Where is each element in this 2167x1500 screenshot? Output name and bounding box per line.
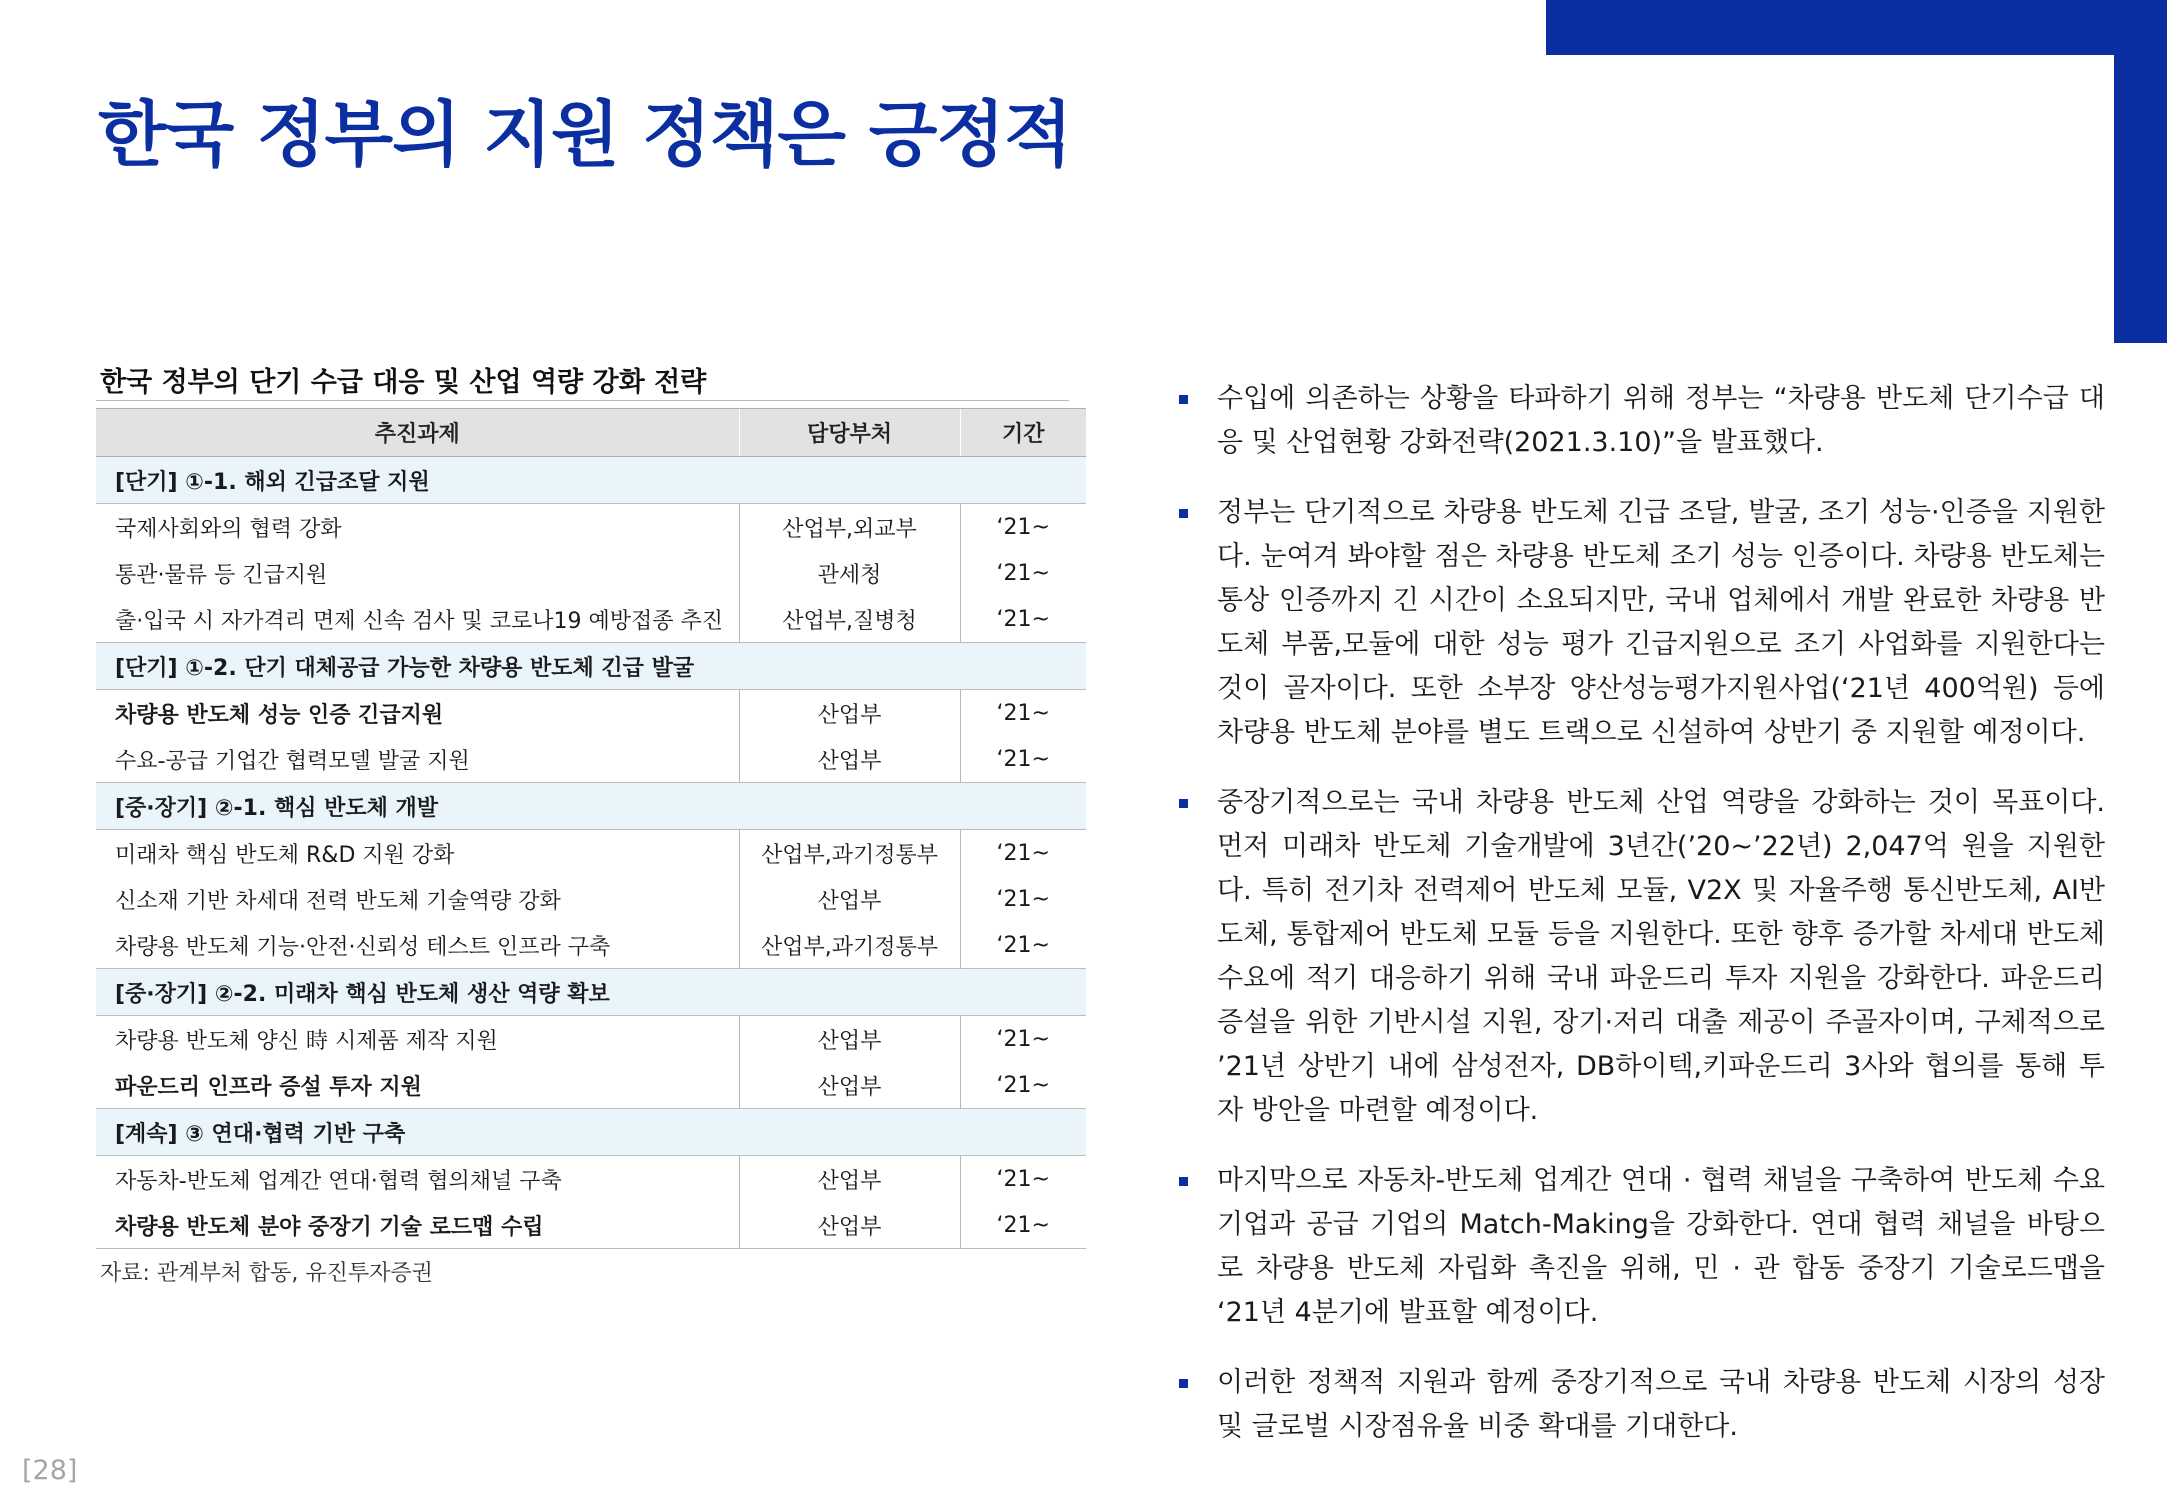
bullet-item [1177,491,2105,755]
table-title: 한국 정부의 단기 수급 대응 및 산업 역량 강화 전략 [100,367,707,398]
dept-cell: 산업부,과기정통부 [739,922,960,969]
bullet-item [1177,1159,2105,1335]
task-cell: 파운드리 인프라 증설 투자 지원 [115,1074,422,1100]
period-cell: ‘21~ [960,830,1086,877]
table-row [96,596,1086,643]
page-number: [28] [22,1455,78,1486]
task-cell: 차량용 반도체 양신 時 시제품 제작 지원 [115,1028,498,1054]
task-cell: 미래차 핵심 반도체 R&D 지원 강화 [115,842,455,868]
task-cell: 신소재 기반 차세대 전력 반도체 기술역량 강화 [115,888,561,914]
period-cell: ‘21~ [960,1202,1086,1249]
table-row [96,736,1086,783]
dept-cell: 산업부 [739,876,960,922]
bullet-text: 이러한 정책적 지원과 함께 중장기적으로 국내 차량용 반도체 시장의 성장 및 글로벌 시장점유율 비중 확대를 기대한다. [1217,1367,2105,1442]
table-body [96,457,1086,1249]
period-cell: ‘21~ [960,922,1086,969]
period-cell: ‘21~ [960,876,1086,922]
bullet-text: 정부는 단기적으로 차량용 반도체 긴급 조달, 발굴, 조기 성능·인증을 지원한다. 눈여겨 봐야할 점은 차량용 반도체 조기 성능 인증이다. 차량용 반도체는 통상 인증까지 긴 시간이 소요되지만, 국내 업체에서 개발 완료한 차량용 반도체 부품,모듈에 대한 성능 평가 긴급지원으로 조기 사업화를 지원한다는 것이 골자이다. 또한 소부장 양산성능평가지원사업(‘21년 400억원) 등에 차량용 반도체 분야를 별도 트랙으로 신설하여 상반기 중 지원할 예정이다. [1217,497,2105,748]
table-row [96,1016,1086,1063]
table-row [96,550,1086,596]
bullet-item [1177,781,2105,1133]
dept-cell: 산업부,과기정통부 [739,830,960,877]
category-row [96,783,1086,830]
table-row [96,504,1086,551]
task-cell: 통관·물류 등 긴급지원 [115,562,328,588]
bullet-item [1177,1361,2105,1449]
table-title-divider [96,400,1069,401]
source-note: 자료: 관계부처 합동, 유진투자증권 [100,1261,433,1286]
period-cell: ‘21~ [960,1156,1086,1203]
policy-table [96,408,1086,1249]
task-cell: 자동차-반도체 업계간 연대·협력 협의채널 구축 [115,1168,562,1194]
table-row [96,1156,1086,1203]
task-cell: 차량용 반도체 기능·안전·신뢰성 테스트 인프라 구축 [115,934,611,960]
square-bullet-icon [1179,1379,1188,1388]
period-cell: ‘21~ [960,1016,1086,1063]
corner-accent-bar-side [2114,0,2167,343]
page-title: 한국 정부의 지원 정책은 긍정적 [98,93,1072,176]
period-cell: ‘21~ [960,690,1086,737]
header-dept: 담당부처 [739,409,960,457]
bullet-text: 마지막으로 자동차-반도체 업계간 연대 · 협력 채널을 구축하여 반도체 수요기업과 공급 기업의 Match-Making을 강화한다. 연대 협력 채널을 바탕으로 차량용 반도체 자립화 촉진을 위해, 민 · 관 합동 중장기 기술로드맵을 ‘21년 4분기에 발표할 예정이다. [1217,1165,2105,1328]
square-bullet-icon [1179,509,1188,518]
table-row [96,690,1086,737]
period-cell: ‘21~ [960,736,1086,783]
category-row [96,1109,1086,1156]
table-row [96,1062,1086,1109]
bullet-text: 중장기적으로는 국내 차량용 반도체 산업 역량을 강화하는 것이 목표이다. 먼저 미래차 반도체 기술개발에 3년간(’20~’22년) 2,047억 원을 지원한다. 특히 전기차 전력제어 반도체 모듈, V2X 및 자율주행 통신반도체, AI반도체, 통합제어 반도체 모듈 등을 지원한다. 또한 향후 증가할 차세대 반도체 수요에 적기 대응하기 위해 국내 파운드리 투자 지원을 강화한다. 파운드리 증설을 위한 기반시설 지원, 장기·저리 대출 제공이 주골자이며, 구체적으로 ’21년 상반기 내에 삼성전자, DB하이텍,키파운드리 3사와 협의를 통해 투자 방안을 마련할 예정이다. [1217,787,2105,1126]
square-bullet-icon [1179,1177,1188,1186]
category-row [96,457,1086,504]
dept-cell: 산업부 [739,1156,960,1203]
task-cell: 국제사회와의 협력 강화 [115,516,342,542]
category-label: [단기] ①-1. 해외 긴급조달 지원 [96,457,1086,504]
category-label: [중·장기] ②-2. 미래차 핵심 반도체 생산 역량 확보 [96,969,1086,1016]
table-row [96,830,1086,877]
task-cell: 차량용 반도체 성능 인증 긴급지원 [115,702,444,728]
table-header-row [96,409,1086,457]
bullet-list [1177,377,2105,1475]
category-row [96,969,1086,1016]
period-cell: ‘21~ [960,1062,1086,1109]
table-row [96,922,1086,969]
dept-cell: 산업부 [739,690,960,737]
dept-cell: 산업부,외교부 [739,504,960,551]
corner-accent-bar-top [1546,0,2167,55]
category-row [96,643,1086,690]
period-cell: ‘21~ [960,550,1086,596]
dept-cell: 산업부 [739,1016,960,1063]
category-label: [계속] ③ 연대·협력 기반 구축 [96,1109,1086,1156]
dept-cell: 산업부 [739,736,960,783]
header-period: 기간 [960,409,1086,457]
dept-cell: 산업부 [739,1062,960,1109]
square-bullet-icon [1179,395,1188,404]
category-label: [단기] ①-2. 단기 대체공급 가능한 차량용 반도체 긴급 발굴 [96,643,1086,690]
bullet-text: 수입에 의존하는 상황을 타파하기 위해 정부는 “차량용 반도체 단기수급 대응 및 산업현황 강화전략(2021.3.10)”을 발표했다. [1217,383,2105,458]
table-row [96,876,1086,922]
task-cell: 수요-공급 기업간 협력모델 발굴 지원 [115,748,470,774]
square-bullet-icon [1179,799,1188,808]
period-cell: ‘21~ [960,596,1086,643]
bullet-item [1177,377,2105,465]
task-cell: 출·입국 시 자가격리 면제 신속 검사 및 코로나19 예방접종 추진 [115,608,723,634]
period-cell: ‘21~ [960,504,1086,551]
dept-cell: 관세청 [739,550,960,596]
header-task: 추진과제 [96,409,739,457]
dept-cell: 산업부,질병청 [739,596,960,643]
category-label: [중·장기] ②-1. 핵심 반도체 개발 [96,783,1086,830]
table-row [96,1202,1086,1249]
task-cell: 차량용 반도체 분야 중장기 기술 로드맵 수립 [96,1202,739,1249]
dept-cell: 산업부 [739,1202,960,1249]
